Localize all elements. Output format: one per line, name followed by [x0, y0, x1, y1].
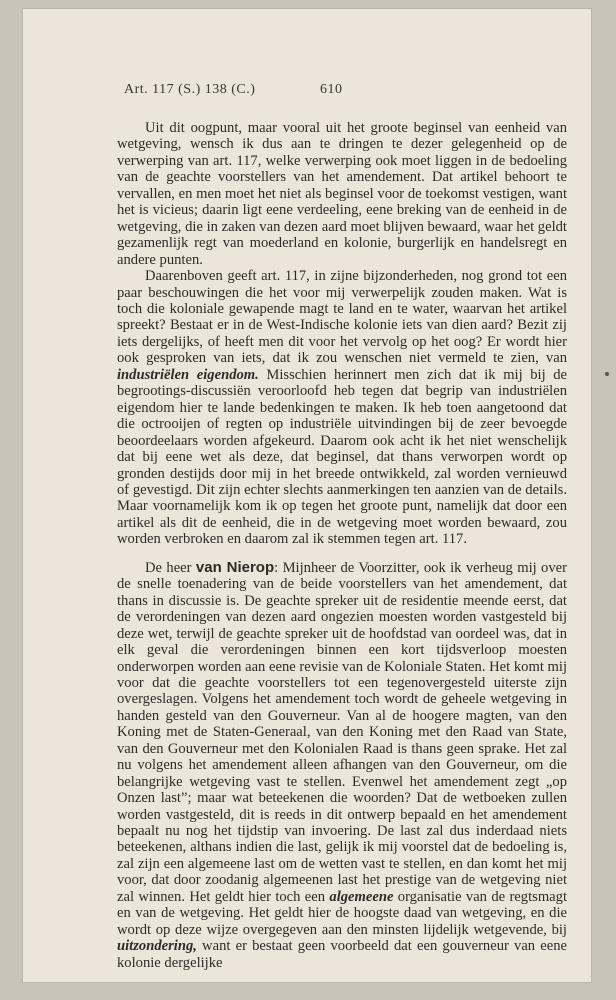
paragraph-text: Misschien herinnert men zich dat ik mij bij de begrootings-discussiën veroorloofd heb tegen dat begrip van industriëlen eigendom hier te lande bedenkingen te maken. Ik heb toen aangetoond dat die octrooijen of regten op industriële uitvindingen bij de zeer bevoegde beoordeelaars worden afgekeurd. Daarom ook acht ik het niet wenschelijk dat bij eene wet als deze, dat beginsel, dat thans verworpen wordt op gronden destijds door mij in het breede ontwikkeld, zal worden vernieuwd of gevestigd. Dit zijn echter slechts aanmerkingen ten aanzien van de details. Maar voornamelijk kom ik op tegen het groote punt, namelijk dat door een artikel als dit de eenheid, die in de wetgeving moet worden bewaard, zou worden verbroken en daarom zal ik stemmen tegen art. 117. — [117, 366, 568, 548]
paragraph-text: Daarenboven geeft art. 117, in zijne bijzonderheden, nog grond tot een paar beschouwingen die het voor mij verwerpelijk zouden maken. Wat is toch die koloniale gewapende magt te land en te water, waarvan het artikel spreekt? Bestaat er in de West-Indische kolonie iets van dien aard? Bezit zij iets dergelijks, of heeft men dit voor het vervolg op het oog? Er wordt hier ook gesproken van iets, dat ik zou wenschen niet vermeld te zien, van — [117, 268, 567, 367]
emphasized-text: industriëlen eigendom. — [117, 366, 259, 383]
emphasized-text: algemeene — [329, 888, 394, 905]
paragraph-text: organisatie van de regtsmagt en van de wetgeving. Het geldt hier de hoogste daad van wetgeving, en die wordt op deze wijze overgegeven aan den minsten lijdelijk wetgevende, bij — [117, 888, 567, 938]
paragraph-text: want er bestaat geen voorbeeld dat een gouverneur van eene kolonie dergelijke — [117, 938, 567, 971]
body-text — [117, 120, 567, 971]
paragraph — [117, 120, 567, 268]
paragraph — [117, 560, 567, 971]
paragraph — [117, 268, 567, 548]
page-number: 610 — [320, 82, 343, 97]
page-speck — [605, 372, 609, 376]
paragraph-text: : Mijnheer de Voorzitter, ook ik verheug mij over de snelle toenadering van de beide voorstellers van het amendement, dat thans in discussie is. De geachte spreker uit de residentie meende eerst, dat de verordeningen van dezen aard ongezien moesten worden vastgesteld bij deze wet, terwijl de geachte spreker uit de hoofdstad van oordeel was, dat in elk geval die verordeningen binnen een kort tijdsverloop moesten onderworpen worden aan eene revisie van de Koloniale Staten. Het komt mij voor dat die geachte voorstellers tot een tegenovergesteld uiterste zijn overgeslagen. Volgens het amendement toch wordt de geheele wetgeving in handen gesteld van den Gouverneur. Van al de hoogere magten, van den Koning met de Staten-Generaal, van den Koning met den Raad van State, van den Gouverneur met den Kolonialen Raad is thans geen sprake. Het zal nu volgens het amendement alleen afhangen van den Gouverneur, om die belangrijke wetgeving vast te stellen. Evenwel het amendement zegt „op Onzen last”; maar wat beteekenen die woorden? Dat de wetboeken zullen worden vastgesteld, dit is reeds in dit ontwerp bepaald en het amendement bepaalt nu nog het tijdstip van invoering. De last zal dus inderdaad niets beteekenen, althans indien die last, gelijk ik mij voorstel dat de bedoeling is, zal zijn een algemeene last om de wetten vast te stellen, en dan komt het mij voor, dat door zoodanig algemeenen last het prestige van de wetgeving niet zal winnen. Het geldt hier toch een — [117, 559, 567, 905]
article-reference: Art. 117 (S.) 138 (C.) — [124, 82, 256, 97]
speaker-name: van Nierop — [195, 558, 275, 576]
paragraph-text: Uit dit oogpunt, maar vooral uit het groote beginsel van eenheid van wetgeving, wensch ik dus aan te dringen te dezer gelegenheid op de verwerping van art. 117, welke verwerping ook moet liggen in de bedoeling van de geachte voorstellers van het amendement. Dat artikel behoort te vervallen, en men moet het niet als beginsel voor de toekomst vestigen, want het is vicieus; daarin ligt eene verdeeling, eene breking van de eenheid in de wetgeving, die in zaken van dezen aard moet blijven bewaard, waar het geldt gezamenlijk regt van moederland en kolonie, burgerlijk en handelsregt en andere punten. — [117, 120, 567, 268]
emphasized-text: uitzondering, — [117, 938, 197, 955]
paragraph-text: De heer — [145, 559, 196, 576]
